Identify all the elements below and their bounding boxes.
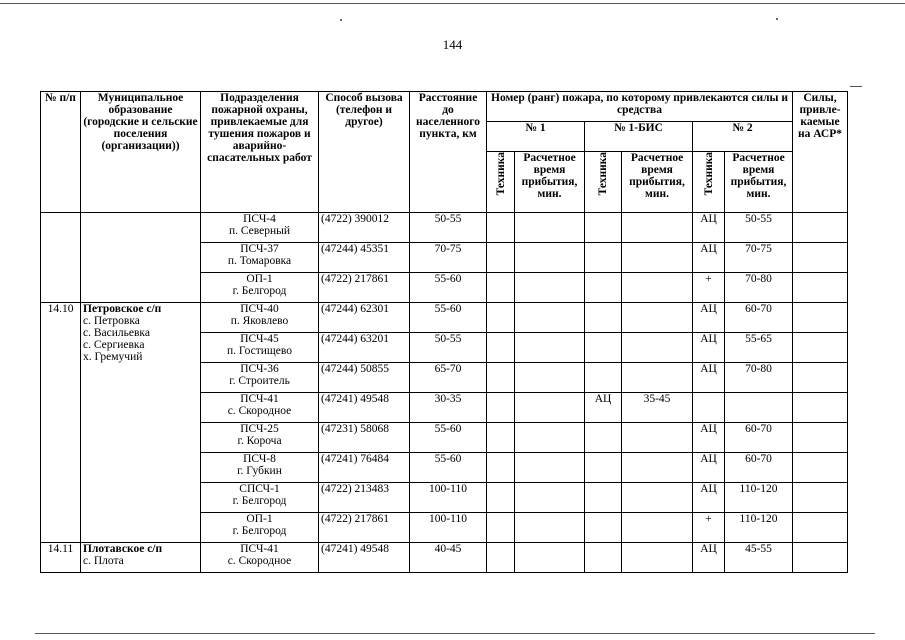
- cell-distance: 50-55: [410, 213, 487, 243]
- cell-num: 14.10: [41, 303, 81, 543]
- header-num: № п/п: [41, 92, 81, 213]
- cell-arrival-1: [515, 393, 585, 423]
- cell-arrival-2: 70-80: [725, 363, 793, 393]
- cell-equipment-1: [487, 303, 515, 333]
- cell-equipment-2: АЦ: [693, 543, 725, 573]
- header-municipality: Муниципальное образование (городские и сельские поселения (организации)): [81, 92, 201, 213]
- unit-location: п. Томаровка: [227, 255, 292, 267]
- cell-arrival-1bis: [622, 273, 693, 303]
- unit-location: с. Скородное: [227, 405, 292, 417]
- cell-forces-asr: [793, 483, 848, 513]
- cell-phone: (4722) 213483: [319, 483, 410, 513]
- header-equipment-1: [487, 152, 515, 213]
- cell-municipality: [81, 303, 201, 543]
- cell-phone: (47241) 76484: [319, 453, 410, 483]
- cell-arrival-1: [515, 513, 585, 543]
- table-row: [41, 213, 848, 243]
- scan-line-bottom: [35, 633, 875, 634]
- unit-location: с. Скородное: [227, 555, 292, 567]
- unit-location: п. Яковлево: [230, 315, 289, 327]
- cell-arrival-2: [725, 393, 793, 423]
- cell-equipment-2: АЦ: [693, 333, 725, 363]
- scan-line-right: [850, 86, 862, 87]
- cell-equipment-2: АЦ: [693, 453, 725, 483]
- cell-unit: [201, 273, 319, 303]
- cell-equipment-1: [487, 393, 515, 423]
- cell-unit: [201, 453, 319, 483]
- cell-equipment-1bis: [585, 483, 622, 513]
- cell-arrival-1: [515, 423, 585, 453]
- cell-arrival-1bis: [622, 513, 693, 543]
- cell-arrival-1: [515, 243, 585, 273]
- cell-arrival-1: [515, 453, 585, 483]
- cell-forces-asr: [793, 393, 848, 423]
- cell-arrival-2: 60-70: [725, 453, 793, 483]
- header-arrival-1bis: Расчетное время прибытия, мин.: [622, 152, 693, 213]
- cell-equipment-1: [487, 543, 515, 573]
- cell-unit: [201, 393, 319, 423]
- unit-name: ОП-1: [246, 513, 273, 525]
- header-equipment-1bis: [585, 152, 622, 213]
- header-equipment-label: Техника: [494, 152, 507, 196]
- unit-location: п. Северный: [228, 225, 291, 237]
- cell-num: [41, 213, 81, 303]
- cell-equipment-2: АЦ: [693, 243, 725, 273]
- cell-unit: [201, 243, 319, 273]
- cell-phone: (47244) 45351: [319, 243, 410, 273]
- cell-distance: 40-45: [410, 543, 487, 573]
- cell-equipment-1: [487, 483, 515, 513]
- cell-forces-asr: [793, 333, 848, 363]
- cell-municipality: [81, 213, 201, 303]
- unit-name: ПСЧ-37: [240, 243, 279, 255]
- cell-equipment-1bis: [585, 423, 622, 453]
- scan-line-top: [0, 3, 905, 4]
- cell-forces-asr: [793, 273, 848, 303]
- header-equipment-label: Техника: [702, 152, 715, 196]
- unit-location: г. Белгород: [232, 495, 287, 507]
- cell-arrival-1bis: [622, 363, 693, 393]
- unit-name: СПСЧ-1: [239, 483, 280, 495]
- cell-arrival-2: 55-65: [725, 333, 793, 363]
- cell-arrival-2: 70-80: [725, 273, 793, 303]
- cell-municipality: [81, 543, 201, 573]
- unit-name: ПСЧ-40: [240, 303, 279, 315]
- cell-phone: (47244) 62301: [319, 303, 410, 333]
- cell-arrival-1bis: [622, 333, 693, 363]
- cell-arrival-1bis: [622, 243, 693, 273]
- header-rank-1bis: № 1-БИС: [585, 122, 693, 152]
- unit-location: г. Белгород: [232, 525, 287, 537]
- header-call-method: Способ вызова (телефон и другое): [319, 92, 410, 213]
- cell-equipment-1: [487, 423, 515, 453]
- cell-distance: 65-70: [410, 363, 487, 393]
- cell-distance: 70-75: [410, 243, 487, 273]
- cell-arrival-1: [515, 303, 585, 333]
- unit-location: п. Гостищево: [227, 345, 292, 357]
- cell-arrival-2: 70-75: [725, 243, 793, 273]
- unit-name: ПСЧ-41: [240, 393, 279, 405]
- page-number: 144: [442, 37, 463, 52]
- cell-distance: 55-60: [410, 423, 487, 453]
- cell-equipment-1bis: [585, 243, 622, 273]
- cell-arrival-1: [515, 213, 585, 243]
- cell-equipment-2: АЦ: [693, 363, 725, 393]
- cell-equipment-1: [487, 513, 515, 543]
- cell-forces-asr: [793, 543, 848, 573]
- cell-arrival-1: [515, 273, 585, 303]
- header-arrival-2: Расчетное время прибытия, мин.: [725, 152, 793, 213]
- cell-forces-asr: [793, 453, 848, 483]
- cell-equipment-2: +: [693, 273, 725, 303]
- cell-forces-asr: [793, 213, 848, 243]
- cell-unit: [201, 423, 319, 453]
- cell-arrival-2: 60-70: [725, 303, 793, 333]
- header-arrival-1: Расчетное время прибытия, мин.: [515, 152, 585, 213]
- cell-phone: (47231) 58068: [319, 423, 410, 453]
- cell-arrival-2: 50-55: [725, 213, 793, 243]
- table-row: [41, 303, 848, 333]
- cell-phone: (4722) 390012: [319, 213, 410, 243]
- header-rank-2: № 2: [693, 122, 793, 152]
- cell-equipment-1bis: [585, 303, 622, 333]
- cell-equipment-1bis: [585, 543, 622, 573]
- cell-arrival-2: 60-70: [725, 423, 793, 453]
- cell-equipment-1: [487, 363, 515, 393]
- unit-name: ПСЧ-36: [240, 363, 279, 375]
- header-forces-asr: Силы, привле-каемые на АСР*: [793, 92, 848, 213]
- cell-equipment-1bis: [585, 333, 622, 363]
- scan-dot: [776, 18, 778, 20]
- cell-unit: [201, 513, 319, 543]
- unit-name: ОП-1: [246, 273, 273, 285]
- cell-num: 14.11: [41, 543, 81, 573]
- cell-equipment-2: +: [693, 513, 725, 543]
- cell-forces-asr: [793, 513, 848, 543]
- unit-name: ПСЧ-41: [240, 543, 279, 555]
- unit-name: ПСЧ-25: [240, 423, 279, 435]
- cell-equipment-1: [487, 453, 515, 483]
- unit-location: г. Губкин: [237, 465, 282, 477]
- cell-equipment-1bis: [585, 363, 622, 393]
- cell-equipment-2: АЦ: [693, 483, 725, 513]
- cell-equipment-1bis: [585, 273, 622, 303]
- cell-arrival-1bis: [622, 483, 693, 513]
- cell-equipment-2: АЦ: [693, 423, 725, 453]
- header-distance: Расстояние до населенного пункта, км: [410, 92, 487, 213]
- table-row: [41, 543, 848, 573]
- unit-name: ПСЧ-8: [243, 453, 276, 465]
- header-rank-group: Номер (ранг) пожара, по которому привлекаются силы и средства: [487, 92, 793, 122]
- municipality-place: с. Плота: [83, 555, 124, 567]
- cell-forces-asr: [793, 423, 848, 453]
- cell-equipment-2: АЦ: [693, 303, 725, 333]
- unit-location: г. Белгород: [232, 285, 287, 297]
- cell-arrival-1: [515, 543, 585, 573]
- unit-location: г. Строитель: [229, 375, 290, 387]
- cell-equipment-2: АЦ: [693, 213, 725, 243]
- cell-distance: 50-55: [410, 333, 487, 363]
- cell-forces-asr: [793, 363, 848, 393]
- municipality-place: с. Сергиевка: [83, 339, 145, 351]
- cell-arrival-2: 110-120: [725, 513, 793, 543]
- cell-arrival-1: [515, 333, 585, 363]
- cell-arrival-2: 110-120: [725, 483, 793, 513]
- municipality-place: с. Васильевка: [83, 327, 150, 339]
- cell-equipment-1bis: [585, 213, 622, 243]
- cell-arrival-1bis: [622, 453, 693, 483]
- municipality-name: Петровское с/п: [83, 303, 162, 315]
- cell-arrival-1bis: [622, 423, 693, 453]
- cell-equipment-2: [693, 393, 725, 423]
- cell-phone: (4722) 217861: [319, 513, 410, 543]
- header-rank-1: № 1: [487, 122, 585, 152]
- cell-equipment-1bis: [585, 453, 622, 483]
- header-equipment-2: [693, 152, 725, 213]
- cell-equipment-1: [487, 243, 515, 273]
- cell-phone: (47241) 49548: [319, 393, 410, 423]
- cell-phone: (47244) 63201: [319, 333, 410, 363]
- unit-location: г. Короча: [237, 435, 282, 447]
- cell-arrival-1bis: 35-45: [622, 393, 693, 423]
- cell-equipment-1: [487, 273, 515, 303]
- cell-unit: [201, 363, 319, 393]
- cell-distance: 100-110: [410, 483, 487, 513]
- cell-forces-asr: [793, 303, 848, 333]
- cell-unit: [201, 543, 319, 573]
- header-equipment-label: Техника: [597, 152, 609, 196]
- cell-forces-asr: [793, 243, 848, 273]
- cell-distance: 55-60: [410, 273, 487, 303]
- cell-distance: 55-60: [410, 303, 487, 333]
- cell-distance: 55-60: [410, 453, 487, 483]
- cell-distance: 100-110: [410, 513, 487, 543]
- header-unit: Подразделения пожарной охраны, привлекаемые для тушения пожаров и аварийно-спасательных работ: [201, 92, 319, 213]
- cell-arrival-2: 45-55: [725, 543, 793, 573]
- municipality-name: Плотавское с/п: [83, 543, 163, 555]
- unit-name: ПСЧ-45: [240, 333, 279, 345]
- cell-arrival-1bis: [622, 543, 693, 573]
- cell-arrival-1bis: [622, 213, 693, 243]
- municipality-place: х. Гремучий: [83, 351, 143, 363]
- cell-unit: [201, 483, 319, 513]
- cell-equipment-1bis: [585, 513, 622, 543]
- cell-distance: 30-35: [410, 393, 487, 423]
- cell-equipment-1: [487, 333, 515, 363]
- cell-arrival-1: [515, 363, 585, 393]
- cell-unit: [201, 303, 319, 333]
- cell-unit: [201, 213, 319, 243]
- fire-forces-table: [40, 91, 848, 573]
- cell-arrival-1bis: [622, 303, 693, 333]
- cell-equipment-1: [487, 213, 515, 243]
- cell-phone: (47241) 49548: [319, 543, 410, 573]
- cell-equipment-1bis: АЦ: [585, 393, 622, 423]
- cell-unit: [201, 333, 319, 363]
- unit-name: ПСЧ-4: [243, 213, 276, 225]
- cell-phone: (47244) 50855: [319, 363, 410, 393]
- cell-phone: (4722) 217861: [319, 273, 410, 303]
- cell-arrival-1: [515, 483, 585, 513]
- scan-dot: [340, 19, 342, 21]
- municipality-place: с. Петровка: [83, 315, 140, 327]
